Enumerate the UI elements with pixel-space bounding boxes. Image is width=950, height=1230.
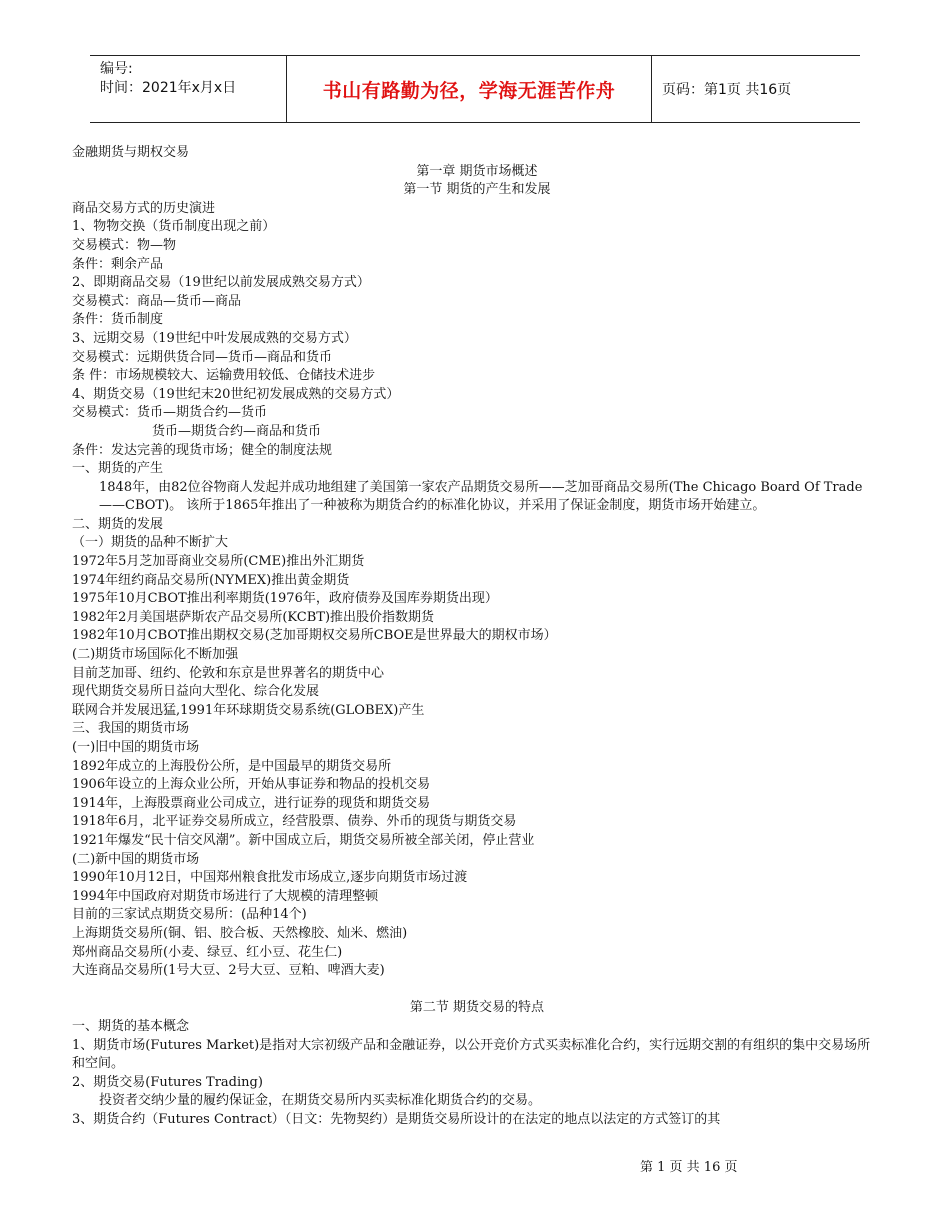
text-line: 1921年爆发“民十信交风潮”。新中国成立后，期货交易所被全部关闭，停止营业 bbox=[72, 832, 535, 848]
header-meta bbox=[90, 56, 286, 122]
text-line: 现代期货交易所日益向大型化、综合化发展 bbox=[72, 684, 320, 700]
text-line: (二)新中国的期货市场 bbox=[72, 851, 200, 867]
text-line: 目前芝加哥、纽约、伦敦和东京是世界著名的期货中心 bbox=[72, 665, 385, 681]
text-line: 条件：货币制度 bbox=[72, 312, 164, 328]
id-label: 编号: bbox=[100, 61, 133, 77]
header-motto: 书山有路勤为径，学海无涯苦作舟 bbox=[286, 56, 652, 122]
text-line: 交易模式：商品—货币—商品 bbox=[72, 293, 242, 309]
document-body bbox=[72, 144, 882, 1129]
text-line: 1、物物交换（货币制度出现之前） bbox=[72, 219, 276, 235]
text-line: 2、期货交易(Futures Trading) bbox=[72, 1074, 263, 1090]
text-line: 二、期货的发展 bbox=[72, 516, 164, 532]
text-line: 1974年纽约商品交易所(NYMEX)推出黄金期货 bbox=[72, 572, 350, 588]
text-line: 1990年10月12日，中国郑州粮食批发市场成立,逐步向期货市场过渡 bbox=[72, 870, 468, 886]
text-line: (一)旧中国的期货市场 bbox=[72, 740, 200, 755]
text-line: 联网合并发展迅猛,1991年环球期货交易系统(GLOBEX)产生 bbox=[72, 702, 425, 718]
header-page-info: 页码：第1页 共16页 bbox=[662, 82, 792, 98]
page-header bbox=[90, 55, 860, 123]
lines-a bbox=[72, 200, 882, 423]
text-line: 条件：发达完善的现货市场；健全的制度法规 bbox=[72, 442, 333, 458]
lines-b bbox=[72, 442, 882, 479]
text-line: 1975年10月CBOT推出利率期货(1976年，政府债券及国库券期货出现） bbox=[72, 591, 498, 607]
text-line: 郑州商品交易所(小麦、绿豆、红小豆、花生仁) bbox=[72, 944, 343, 960]
time-label: 时间：2021年x月x日 bbox=[100, 80, 237, 96]
section-heading-1: 第一节 期货的产生和发展 bbox=[403, 182, 551, 198]
text-line: 3、期货合约（Futures Contract）（日文：先物契约）是期货交易所设计的在法定的地点以法定的方式签订的其 bbox=[72, 1111, 721, 1127]
text-line: 2、即期商品交易（19世纪以前发展成熟交易方式） bbox=[72, 275, 370, 291]
text-line: 三、我国的期货市场 bbox=[72, 721, 190, 737]
text-line: 1914年，上海股票商业公司成立，进行证券的现货和期货交易 bbox=[72, 795, 431, 811]
section-heading-2: 第二节 期货交易的特点 bbox=[409, 1000, 545, 1016]
text-line: 1892年成立的上海股份公所，是中国最早的期货交易所 bbox=[72, 758, 392, 774]
text-line: 条件：剩余产品 bbox=[72, 256, 164, 272]
text-line: 4、期货交易（19世纪末20世纪初发展成熟的交易方式） bbox=[72, 386, 400, 402]
text-line: 商品交易方式的历史演进 bbox=[72, 200, 216, 216]
paragraph-trading: 投资者交纳少量的履约保证金，在期货交易所内买卖标准化期货合约的交易。 bbox=[99, 1093, 542, 1109]
text-line: 1918年6月，北平证券交易所成立，经营股票、债券、外币的现货与期货交易 bbox=[72, 814, 517, 830]
text-line: 上海期货交易所(铜、铝、胶合板、天然橡胶、灿米、燃油) bbox=[72, 925, 408, 941]
text-line: 1982年2月美国堪萨斯农产品交易所(KCBT)推出股价指数期货 bbox=[72, 609, 435, 625]
text-line: 1972年5月芝加哥商业交易所(CME)推出外汇期货 bbox=[72, 554, 365, 570]
spacer bbox=[72, 981, 882, 1000]
text-line: （一）期货的品种不断扩大 bbox=[72, 535, 229, 551]
text-line: 交易模式：物—物 bbox=[72, 237, 177, 253]
text-line: 1906年设立的上海众业公所，开始从事证券和物品的投机交易 bbox=[72, 777, 431, 793]
text-line: 大连商品交易所(1号大豆、2号大豆、豆粕、啤酒大麦) bbox=[72, 963, 385, 979]
paragraph-market: 1、期货市场(Futures Market)是指对大宗初级产品和金融证券，以公开竞价方式买卖标准化合约，实行远期交割的有组织的集中交易场所和空间。 bbox=[72, 1037, 871, 1072]
text-line: 一、期货的产生 bbox=[72, 461, 164, 477]
text-line: 条 件：市场规模较大、运输费用较低、仓储技术进步 bbox=[72, 368, 376, 384]
text-line: 交易模式：远期供货合同—货币—商品和货币 bbox=[72, 349, 333, 365]
lines-c bbox=[72, 516, 882, 981]
text-line: 目前的三家试点期货交易所：(品种14个) bbox=[72, 907, 307, 923]
text-line: 一、期货的基本概念 bbox=[72, 1018, 190, 1034]
text-line: 交易模式：货币—期货合约—货币 bbox=[72, 405, 268, 421]
text-line: 3、远期交易（19世纪中叶发展成熟的交易方式） bbox=[72, 330, 357, 346]
text-line: 货币—期货合约—商品和货币 bbox=[152, 423, 322, 439]
text-line: 1982年10月CBOT推出期权交易(芝加哥期权交易所CBOE是世界最大的期权市场） bbox=[72, 628, 557, 644]
page-footer: 第 1 页 共 16 页 bbox=[640, 1160, 738, 1175]
text-line: (二)期货市场国际化不断加强 bbox=[72, 647, 239, 663]
text-line: 1994年中国政府对期货市场进行了大规模的清理整顿 bbox=[72, 888, 379, 904]
doc-title: 金融期货与期权交易 bbox=[72, 145, 190, 160]
paragraph-1848: 1848年，由82位谷物商人发起并成功地组建了美国第一家农产品期货交易所——芝加哥商品交易所(The Chicago Board Of Trade——CBOT)。 该所于1865年推出了一种被称为期货合约的标准化协议，并采用了保证金制度，期货市场开始建立。 bbox=[99, 479, 863, 514]
chapter-heading: 第一章 期货市场概述 bbox=[416, 163, 538, 179]
